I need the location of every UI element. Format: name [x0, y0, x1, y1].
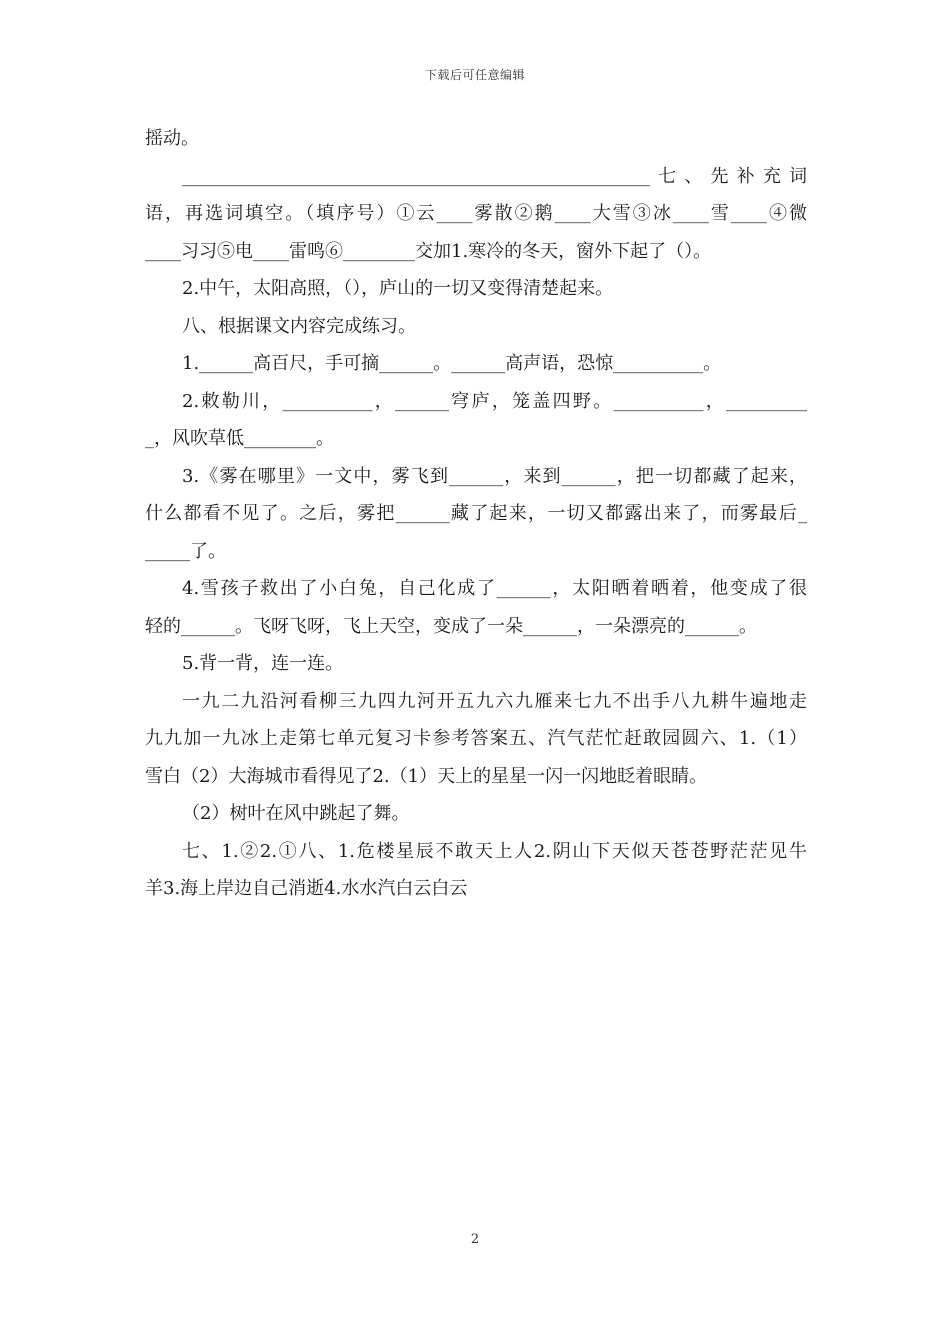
- page-number: 2: [470, 1232, 480, 1247]
- page-header: 下载后可任意编辑: [424, 68, 525, 82]
- text-line: 2.中午，太阳高照，（），庐山的一切又变得清楚起来。: [182, 278, 614, 299]
- text-line: _，风吹草低________。: [145, 428, 334, 449]
- text-line: 3.《雾在哪里》一文中，雾飞到______，来到______，把一切都藏了起来，: [182, 465, 807, 487]
- text-line: 摇动。: [145, 128, 199, 149]
- text-line: 5.背一背，连一连。: [182, 653, 344, 674]
- text-line: 轻的______。飞呀飞呀，飞上天空，变成了一朵______，一朵漂亮的______。: [145, 615, 757, 637]
- text-line: 语，再选词填空。（填序号）①云____雾散②鹅____大雪③冰____雪____④微: [145, 203, 807, 224]
- text-line: 什么都看不见了。之后，雾把______藏了起来，一切又都露出来了，而雾最后_: [145, 503, 807, 524]
- text-line: 1.______高百尺，手可摘______。______高声语，恐惊__________。: [182, 353, 722, 374]
- text-line: _____了。: [145, 540, 226, 562]
- text-line: 羊3.海上岸边自己消逝4.水水汽白云白云: [145, 878, 468, 899]
- text-line: 七、1.②2.①八、1.危楼星辰不敢天上人2.阴山下天似天苍苍野茫茫见牛: [182, 840, 807, 862]
- section-heading: 八、根据课文内容完成练习。: [182, 315, 416, 337]
- text-line: 2.敕勒川，__________，______穹庐，笼盖四野。__________，_________: [182, 390, 807, 412]
- text-line: ____________________________________________________七、先补充词: [182, 165, 807, 187]
- text-line: 4.雪孩子救出了小白兔，自己化成了______，太阳晒着晒着，他变成了很: [182, 578, 807, 599]
- text-line: （2）树叶在风中跳起了舞。: [182, 803, 410, 824]
- text-line: 雪白（2）大海城市看得见了2.（1）天上的星星一闪一闪地眨着眼睛。: [145, 765, 708, 787]
- text-line: 九九加一九冰上走第七单元复习卡参考答案五、汽气茫忙赶敢园圆六、1.（1）: [145, 728, 807, 749]
- text-line: ____习习⑤电____雷鸣⑥________交加1.寒冷的冬天，窗外下起了（）。: [145, 240, 712, 262]
- text-line: 一九二九沿河看柳三九四九河开五九六九雁来七九不出手八九耕牛遍地走: [182, 690, 807, 712]
- document-body: [145, 120, 807, 908]
